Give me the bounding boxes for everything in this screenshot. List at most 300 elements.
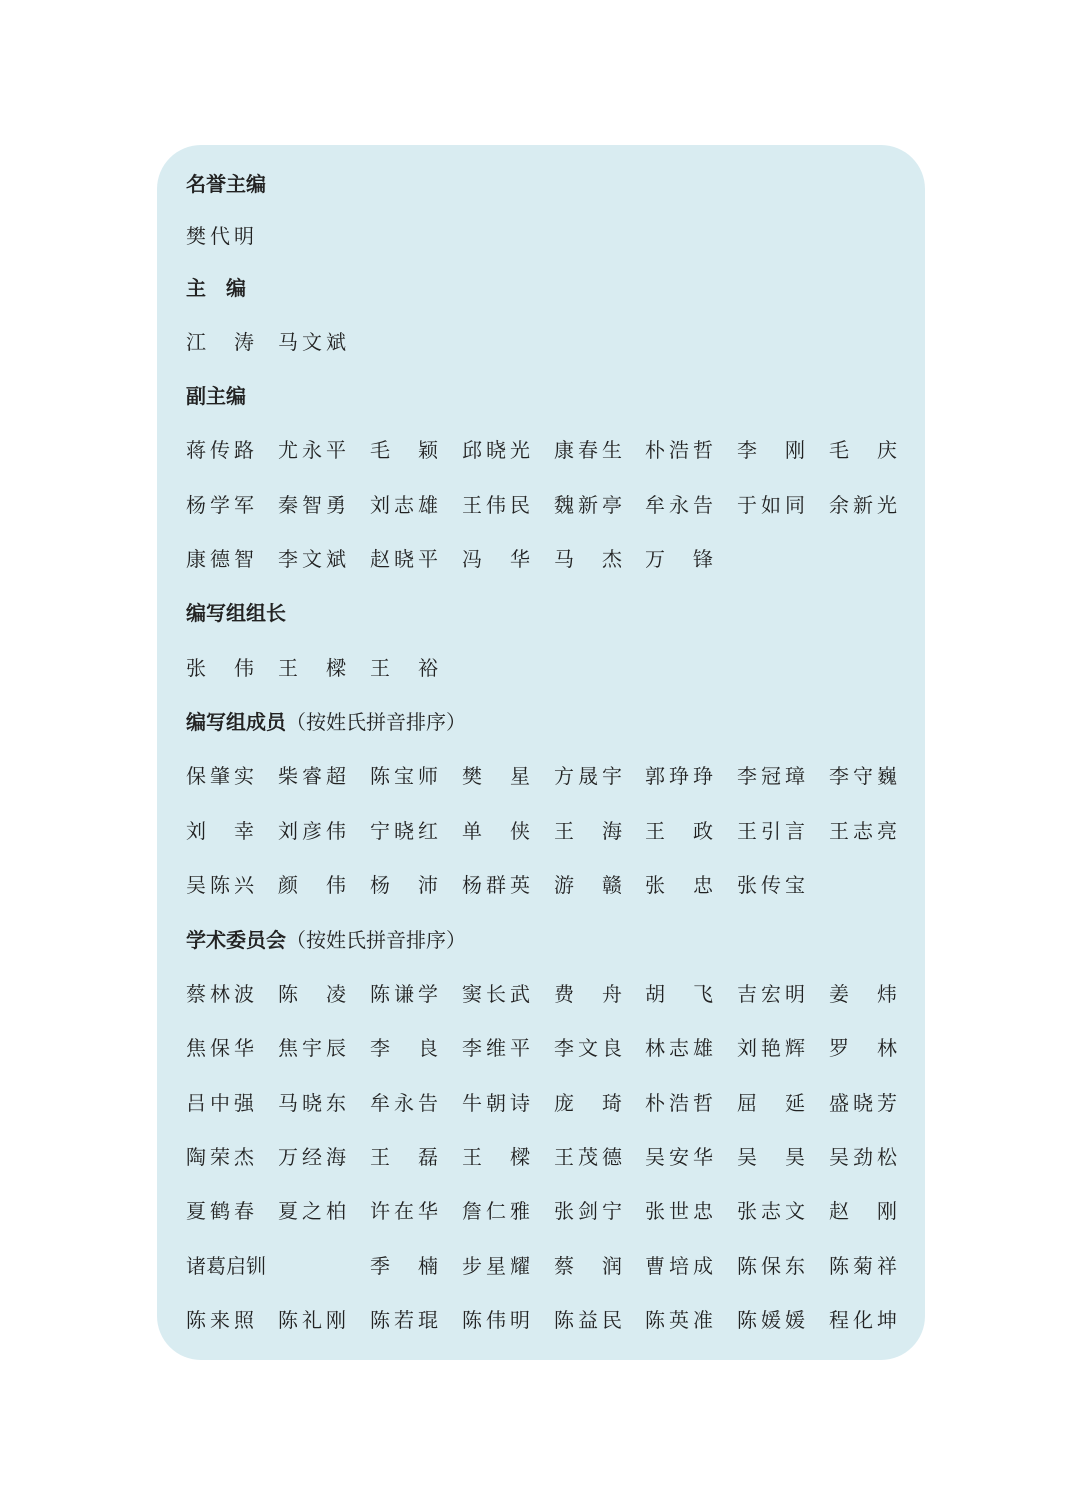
name-char: 海 <box>602 819 622 843</box>
name-char: 吴 <box>186 873 206 897</box>
name-char: 李 <box>370 1036 390 1060</box>
name-char: 智 <box>234 547 254 571</box>
name-char: 告 <box>693 493 713 517</box>
name-char: 牛 <box>462 1091 482 1115</box>
name-char: 成 <box>693 1254 713 1278</box>
name-char: 刚 <box>877 1199 897 1223</box>
name-char: 王 <box>462 493 482 517</box>
name-char: 斌 <box>326 547 346 571</box>
name-char: 亮 <box>877 819 897 843</box>
name-char: 琤 <box>693 764 713 788</box>
name-char: 志 <box>669 1036 689 1060</box>
person-name <box>554 1034 622 1062</box>
name-char: 代 <box>210 224 230 248</box>
person-name <box>829 1197 897 1225</box>
name-row <box>186 545 926 573</box>
person-name <box>186 436 254 464</box>
section-title-text: 主 编 <box>186 276 246 300</box>
name-char: 朴 <box>645 438 665 462</box>
name-char: 文 <box>785 1199 805 1223</box>
person-name <box>186 1197 254 1225</box>
name-char: 辉 <box>785 1036 805 1060</box>
name-char: 中 <box>210 1091 230 1115</box>
name-char: 宝 <box>394 764 414 788</box>
name-char: 焦 <box>186 1036 206 1060</box>
name-char: 万 <box>645 547 665 571</box>
name-char: 新 <box>853 493 873 517</box>
name-char: 华 <box>510 547 530 571</box>
name-char: 伟 <box>486 1308 506 1332</box>
person-name <box>737 1034 805 1062</box>
name-char: 马 <box>278 330 298 354</box>
person-name <box>186 654 254 682</box>
name-char: 刘 <box>370 493 390 517</box>
section-title <box>186 170 266 198</box>
person-name <box>370 436 438 464</box>
name-char: 彦 <box>302 819 322 843</box>
name-char: 璋 <box>785 764 805 788</box>
name-row <box>186 1306 926 1334</box>
name-char: 吴 <box>645 1145 665 1169</box>
person-name <box>462 436 530 464</box>
name-char: 沛 <box>418 873 438 897</box>
name-char: 春 <box>234 1199 254 1223</box>
name-char: 杨 <box>370 873 390 897</box>
name-char: 兴 <box>234 873 254 897</box>
name-char: 保 <box>761 1254 781 1278</box>
name-char: 刚 <box>785 438 805 462</box>
name-char: 春 <box>578 438 598 462</box>
name-char: 陈 <box>737 1254 757 1278</box>
name-char: 陈 <box>645 1308 665 1332</box>
person-name <box>829 817 897 845</box>
name-char: 华 <box>418 1199 438 1223</box>
person-name <box>554 1089 622 1117</box>
person-name <box>737 1197 805 1225</box>
name-row <box>186 762 926 790</box>
name-char: 生 <box>602 438 622 462</box>
name-char: 超 <box>326 764 346 788</box>
name-char: 陈 <box>186 1308 206 1332</box>
name-char: 魏 <box>554 493 574 517</box>
name-char: 王 <box>829 819 849 843</box>
name-char: 照 <box>234 1308 254 1332</box>
name-char: 良 <box>602 1036 622 1060</box>
name-char: 永 <box>669 493 689 517</box>
name-char: 告 <box>418 1091 438 1115</box>
person-name <box>737 871 805 899</box>
person-name <box>554 491 622 519</box>
name-char: 王 <box>645 819 665 843</box>
section-title <box>186 274 246 302</box>
name-char: 李 <box>829 764 849 788</box>
person-name <box>370 654 438 682</box>
name-char: 松 <box>877 1145 897 1169</box>
name-char: 吴 <box>829 1145 849 1169</box>
person-name <box>737 1252 805 1280</box>
name-char: 永 <box>394 1091 414 1115</box>
person-name <box>462 1034 530 1062</box>
person-name <box>278 654 346 682</box>
name-char: 陈 <box>370 1308 390 1332</box>
name-char: 宁 <box>602 1199 622 1223</box>
name-char: 焦 <box>278 1036 298 1060</box>
name-char: 裕 <box>418 656 438 680</box>
name-char: 长 <box>486 982 506 1006</box>
person-name <box>370 1252 438 1280</box>
section-title-text: 编写组组长 <box>186 601 286 625</box>
name-char: 星 <box>510 764 530 788</box>
name-char: 舟 <box>602 982 622 1006</box>
name-char: 言 <box>785 819 805 843</box>
person-name <box>554 871 622 899</box>
name-char: 宇 <box>602 764 622 788</box>
name-char: 张 <box>645 873 665 897</box>
name-char: 传 <box>210 438 230 462</box>
name-char: 毛 <box>829 438 849 462</box>
person-name <box>829 1034 897 1062</box>
name-char: 林 <box>210 982 230 1006</box>
name-char: 李 <box>737 764 757 788</box>
section-title-text: 名誉主编 <box>186 172 266 196</box>
name-char: 巍 <box>877 764 897 788</box>
name-char: 雄 <box>418 493 438 517</box>
name-char: 群 <box>486 873 506 897</box>
name-char: 忠 <box>693 1199 713 1223</box>
person-name <box>278 980 346 1008</box>
person-name <box>737 1306 805 1334</box>
person-name <box>554 762 622 790</box>
name-char: 许 <box>370 1199 390 1223</box>
name-char: 明 <box>785 982 805 1006</box>
name-char: 马 <box>278 1091 298 1115</box>
name-char: 德 <box>602 1145 622 1169</box>
person-name <box>829 1089 897 1117</box>
person-name <box>554 545 622 573</box>
person-name <box>186 1089 254 1117</box>
name-char: 伟 <box>234 656 254 680</box>
section-sort-note: （按姓氏拼音排序） <box>286 928 466 952</box>
person-name <box>370 545 438 573</box>
person-name <box>370 1034 438 1062</box>
person-name <box>462 980 530 1008</box>
name-char: 屈 <box>737 1091 757 1115</box>
name-char: 传 <box>761 873 781 897</box>
name-char: 师 <box>418 764 438 788</box>
person-name <box>645 1252 713 1280</box>
person-name <box>186 545 254 573</box>
name-char: 朝 <box>486 1091 506 1115</box>
name-char: 王 <box>278 656 298 680</box>
person-name <box>554 1306 622 1334</box>
name-char: 星 <box>486 1254 506 1278</box>
name-char: 马 <box>554 547 574 571</box>
name-char: 涛 <box>234 330 254 354</box>
name-char: 杨 <box>462 873 482 897</box>
person-name <box>278 491 346 519</box>
name-char: 程 <box>829 1308 849 1332</box>
name-char: 礼 <box>302 1308 322 1332</box>
section-title <box>186 599 286 627</box>
name-char: 幸 <box>234 819 254 843</box>
name-char: 晓 <box>853 1091 873 1115</box>
name-char: 诗 <box>510 1091 530 1115</box>
person-name <box>370 1306 438 1334</box>
name-char: 明 <box>510 1308 530 1332</box>
person-name <box>645 980 713 1008</box>
person-name <box>645 871 713 899</box>
name-char: 来 <box>210 1308 230 1332</box>
name-char: 坤 <box>877 1308 897 1332</box>
person-name <box>186 817 254 845</box>
name-char: 罗 <box>829 1036 849 1060</box>
name-row <box>186 222 926 250</box>
name-char: 光 <box>510 438 530 462</box>
name-char: 赣 <box>602 873 622 897</box>
name-row <box>186 436 926 464</box>
name-char: 詹 <box>462 1199 482 1223</box>
name-char: 晓 <box>486 438 506 462</box>
name-char: 李 <box>462 1036 482 1060</box>
name-char: 晓 <box>394 819 414 843</box>
person-name <box>186 980 254 1008</box>
name-char: 武 <box>510 982 530 1006</box>
name-char: 辰 <box>326 1036 346 1060</box>
person-name: 诸葛启钏 <box>186 1254 266 1278</box>
section-title-text: 编写组成员 <box>186 710 286 734</box>
name-char: 杰 <box>234 1145 254 1169</box>
person-name <box>645 1034 713 1062</box>
name-char: 杨 <box>186 493 206 517</box>
name-row <box>186 871 926 899</box>
name-char: 陈 <box>278 982 298 1006</box>
name-char: 张 <box>737 873 757 897</box>
section-title-text: 副主编 <box>186 384 246 408</box>
person-name <box>737 436 805 464</box>
name-char: 民 <box>602 1308 622 1332</box>
name-char: 冯 <box>462 547 482 571</box>
person-name <box>462 1306 530 1334</box>
name-char: 刘 <box>737 1036 757 1060</box>
name-char: 守 <box>853 764 873 788</box>
name-char: 楠 <box>418 1254 438 1278</box>
person-name <box>645 817 713 845</box>
name-char: 刚 <box>326 1308 346 1332</box>
name-char: 郭 <box>645 764 665 788</box>
name-char: 芳 <box>877 1091 897 1115</box>
person-name <box>554 980 622 1008</box>
name-char: 盛 <box>829 1091 849 1115</box>
name-char: 颖 <box>418 438 438 462</box>
name-char: 康 <box>186 547 206 571</box>
name-char: 刘 <box>278 819 298 843</box>
name-char: 浩 <box>669 438 689 462</box>
person-name <box>370 817 438 845</box>
name-char: 同 <box>785 493 805 517</box>
name-char: 冠 <box>761 764 781 788</box>
name-char: 林 <box>645 1036 665 1060</box>
name-char: 斌 <box>326 330 346 354</box>
person-name <box>462 1089 530 1117</box>
person-name <box>186 762 254 790</box>
name-char: 军 <box>234 493 254 517</box>
name-char: 经 <box>302 1145 322 1169</box>
name-char: 保 <box>186 764 206 788</box>
person-name <box>829 1143 897 1171</box>
person-name <box>278 545 346 573</box>
person-name <box>278 817 346 845</box>
name-char: 季 <box>370 1254 390 1278</box>
person-name <box>278 1306 346 1334</box>
name-row <box>186 654 926 682</box>
name-char: 伟 <box>326 873 346 897</box>
name-char: 陈 <box>370 764 390 788</box>
name-char: 赵 <box>370 547 390 571</box>
person-name <box>554 1143 622 1171</box>
name-char: 文 <box>302 547 322 571</box>
name-char: 伟 <box>326 819 346 843</box>
person-name <box>645 1197 713 1225</box>
name-row <box>186 328 926 356</box>
name-char: 李 <box>554 1036 574 1060</box>
name-char: 炜 <box>877 982 897 1006</box>
name-char: 伟 <box>486 493 506 517</box>
person-name <box>462 817 530 845</box>
person-name <box>462 1252 530 1280</box>
person-name <box>370 762 438 790</box>
name-char: 艳 <box>761 1036 781 1060</box>
name-char: 朴 <box>645 1091 665 1115</box>
name-char: 如 <box>761 493 781 517</box>
person-name <box>370 1143 438 1171</box>
name-char: 姜 <box>829 982 849 1006</box>
name-char: 在 <box>394 1199 414 1223</box>
name-char: 吴 <box>737 1145 757 1169</box>
person-name <box>554 817 622 845</box>
name-char: 媛 <box>785 1308 805 1332</box>
name-char: 安 <box>669 1145 689 1169</box>
person-name <box>554 436 622 464</box>
name-char: 政 <box>693 819 713 843</box>
name-char: 雄 <box>693 1036 713 1060</box>
name-char: 维 <box>486 1036 506 1060</box>
person-name <box>829 1252 897 1280</box>
name-char: 文 <box>302 330 322 354</box>
person-name <box>645 1143 713 1171</box>
name-char: 忠 <box>693 873 713 897</box>
name-char: 蔡 <box>186 982 206 1006</box>
name-char: 陈 <box>554 1308 574 1332</box>
name-char: 毛 <box>370 438 390 462</box>
person-name <box>462 871 530 899</box>
person-name <box>186 328 254 356</box>
person-name <box>186 1143 254 1171</box>
name-char: 柴 <box>278 764 298 788</box>
name-char: 鹤 <box>210 1199 230 1223</box>
name-char: 德 <box>210 547 230 571</box>
name-char: 平 <box>510 1036 530 1060</box>
person-name <box>737 980 805 1008</box>
name-char: 陶 <box>186 1145 206 1169</box>
name-char: 宏 <box>761 982 781 1006</box>
person-name <box>278 1089 346 1117</box>
name-char: 陈 <box>278 1308 298 1332</box>
name-char: 邱 <box>462 438 482 462</box>
name-char: 宇 <box>302 1036 322 1060</box>
section-title <box>186 382 246 410</box>
name-char: 准 <box>693 1308 713 1332</box>
name-char: 樑 <box>510 1145 530 1169</box>
name-char: 陈 <box>737 1308 757 1332</box>
name-char: 琨 <box>418 1308 438 1332</box>
name-char: 志 <box>853 819 873 843</box>
name-char: 吕 <box>186 1091 206 1115</box>
name-row <box>186 1197 926 1225</box>
name-char: 耀 <box>510 1254 530 1278</box>
name-char: 陈 <box>210 873 230 897</box>
name-char: 余 <box>829 493 849 517</box>
name-char: 樊 <box>186 224 206 248</box>
name-char: 亭 <box>602 493 622 517</box>
name-char: 媛 <box>761 1308 781 1332</box>
name-char: 单 <box>462 819 482 843</box>
name-char: 哲 <box>693 438 713 462</box>
name-char: 仁 <box>486 1199 506 1223</box>
person-name <box>278 871 346 899</box>
person-name <box>829 762 897 790</box>
section-title <box>186 926 466 954</box>
person-name <box>186 1034 254 1062</box>
name-char: 窦 <box>462 982 482 1006</box>
name-char: 实 <box>234 764 254 788</box>
name-char: 明 <box>234 224 254 248</box>
name-char: 游 <box>554 873 574 897</box>
name-char: 强 <box>234 1091 254 1115</box>
name-char: 良 <box>418 1036 438 1060</box>
name-char: 牟 <box>645 493 665 517</box>
name-char: 英 <box>669 1308 689 1332</box>
person-name <box>370 871 438 899</box>
name-char: 润 <box>602 1254 622 1278</box>
name-char: 学 <box>210 493 230 517</box>
name-char: 文 <box>578 1036 598 1060</box>
name-char: 夏 <box>186 1199 206 1223</box>
name-char: 康 <box>554 438 574 462</box>
name-char: 杰 <box>602 547 622 571</box>
person-name <box>370 980 438 1008</box>
name-char: 蒋 <box>186 438 206 462</box>
name-char: 晓 <box>302 1091 322 1115</box>
name-char: 侠 <box>510 819 530 843</box>
name-char: 磊 <box>418 1145 438 1169</box>
person-name <box>186 871 254 899</box>
name-char: 王 <box>370 1145 390 1169</box>
name-char: 张 <box>554 1199 574 1223</box>
name-char: 赵 <box>829 1199 849 1223</box>
person-name <box>645 1089 713 1117</box>
name-char: 樑 <box>326 656 346 680</box>
name-char: 陈 <box>370 982 390 1006</box>
name-char: 庆 <box>877 438 897 462</box>
name-char: 张 <box>645 1199 665 1223</box>
name-row <box>186 1034 926 1062</box>
person-name <box>645 1306 713 1334</box>
section-title <box>186 708 466 736</box>
person-name <box>462 491 530 519</box>
name-char: 英 <box>510 873 530 897</box>
name-char: 王 <box>737 819 757 843</box>
person-name <box>645 436 713 464</box>
